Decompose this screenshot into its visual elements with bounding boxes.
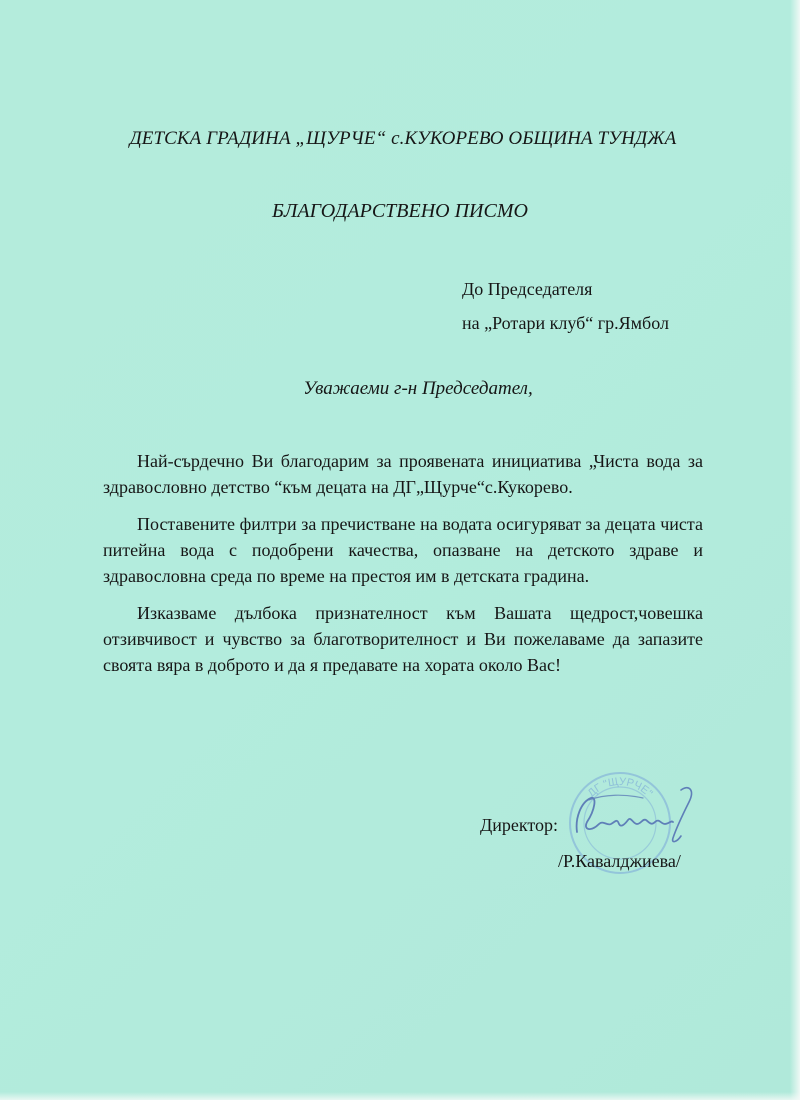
- director-name: /Р.Кавалджиева/: [558, 851, 681, 871]
- body-paragraph-1: Най-сърдечно Ви благодарим за проявената инициатива „Чиста вода за здравословно детство “към децата на ДГ„Щурче“с.Кукорево.: [103, 451, 703, 497]
- director-label: Директор:: [480, 815, 559, 835]
- page-edge-shadow-bottom: [0, 1092, 800, 1100]
- institution-header: ДЕТСКА ГРАДИНА „ЩУРЧЕ“ с.КУКОРЕВО ОБЩИНА ТУНДЖА: [129, 128, 677, 149]
- handwritten-signature: [565, 780, 705, 850]
- addressee-line-1: До Председателя: [462, 279, 593, 299]
- svg-text:ДГ "ЩУРЧЕ": ДГ "ЩУРЧЕ": [585, 775, 655, 800]
- salutation: Уважаеми г-н Председател,: [303, 378, 533, 399]
- body-paragraph-3: Изказваме дълбока признателност към Вашата щедрост,човешка отзивчивост и чувство за благотворителност и Ви пожелаваме да запазите своята вяра в доброто и да я предавате на хората около Вас!: [103, 603, 703, 675]
- page-edge-shadow-right: [790, 0, 800, 1100]
- letter-title: БЛАГОДАРСТВЕНО ПИСМО: [272, 200, 528, 222]
- body-paragraph-2: Поставените филтри за пречистване на водата осигуряват за децата чиста питейна вода с подобрени качества, опазване на детското здраве и здравословна среда по време на престоя им в детската градина.: [103, 514, 703, 586]
- addressee-line-2: на „Ротари клуб“ гр.Ямбол: [462, 313, 669, 333]
- addressee-block: [462, 272, 669, 340]
- letter-body: [103, 448, 703, 689]
